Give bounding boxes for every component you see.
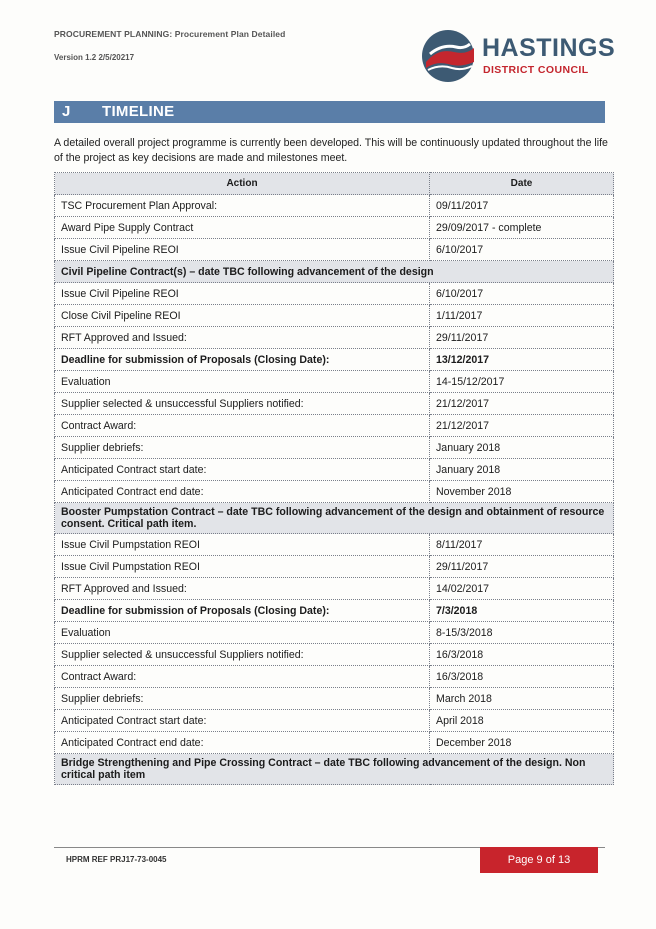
action-cell: Deadline for submission of Proposals (Closing Date):: [55, 349, 430, 371]
date-cell: January 2018: [430, 437, 614, 459]
table-row: [55, 195, 614, 217]
document-title: PROCUREMENT PLANNING: Procurement Plan Detailed: [54, 29, 286, 39]
date-cell: January 2018: [430, 459, 614, 481]
action-cell: Anticipated Contract end date:: [55, 481, 430, 503]
table-group-row: [55, 503, 614, 534]
section-title: TIMELINE: [102, 103, 175, 120]
table-row: [55, 327, 614, 349]
table-group-row: [55, 261, 614, 283]
action-cell: Supplier debriefs:: [55, 437, 430, 459]
table-row: [55, 732, 614, 754]
date-cell: 1/11/2017: [430, 305, 614, 327]
action-cell: Issue Civil Pipeline REOI: [55, 239, 430, 261]
date-cell: 13/12/2017: [430, 349, 614, 371]
table-row: [55, 349, 614, 371]
table-row: [55, 600, 614, 622]
council-logo: [420, 28, 615, 84]
action-cell: Issue Civil Pumpstation REOI: [55, 556, 430, 578]
action-cell: Close Civil Pipeline REOI: [55, 305, 430, 327]
action-cell: Award Pipe Supply Contract: [55, 217, 430, 239]
logo-name: HASTINGS: [482, 34, 616, 62]
date-cell: 21/12/2017: [430, 415, 614, 437]
action-cell: Supplier selected & unsuccessful Suppliers notified:: [55, 644, 430, 666]
table-row: [55, 534, 614, 556]
column-header-action: Action: [55, 173, 430, 195]
action-cell: TSC Procurement Plan Approval:: [55, 195, 430, 217]
logo-emblem-icon: [420, 28, 480, 84]
action-cell: Deadline for submission of Proposals (Closing Date):: [55, 600, 430, 622]
date-cell: 8-15/3/2018: [430, 622, 614, 644]
date-cell: 14/02/2017: [430, 578, 614, 600]
table-row: [55, 622, 614, 644]
action-cell: Issue Civil Pipeline REOI: [55, 283, 430, 305]
group-heading: Civil Pipeline Contract(s) – date TBC following advancement of the design: [55, 261, 614, 283]
table-row: [55, 644, 614, 666]
intro-paragraph: A detailed overall project programme is currently been developed. This will be continuously updated throughout the life of the project as key decisions are made and milestones meet.: [54, 137, 608, 164]
table-row: [55, 283, 614, 305]
date-cell: 29/11/2017: [430, 327, 614, 349]
action-cell: Anticipated Contract end date:: [55, 732, 430, 754]
action-cell: RFT Approved and Issued:: [55, 327, 430, 349]
table-row: [55, 393, 614, 415]
table-row: [55, 710, 614, 732]
table-row: [55, 239, 614, 261]
action-cell: Contract Award:: [55, 415, 430, 437]
action-cell: Supplier selected & unsuccessful Suppliers notified:: [55, 393, 430, 415]
date-cell: 29/09/2017 - complete: [430, 217, 614, 239]
date-cell: 16/3/2018: [430, 644, 614, 666]
date-cell: 29/11/2017: [430, 556, 614, 578]
action-cell: RFT Approved and Issued:: [55, 578, 430, 600]
date-cell: 16/3/2018: [430, 666, 614, 688]
group-heading: Bridge Strengthening and Pipe Crossing Contract – date TBC following advancement of the design. Non critical path item: [55, 754, 614, 785]
date-cell: 6/10/2017: [430, 283, 614, 305]
table-row: [55, 481, 614, 503]
date-cell: 14-15/12/2017: [430, 371, 614, 393]
section-letter: J: [62, 103, 71, 120]
table-header-row: [55, 173, 614, 195]
column-header-date: Date: [430, 173, 614, 195]
action-cell: Supplier debriefs:: [55, 688, 430, 710]
table-row: [55, 415, 614, 437]
table-row: [55, 459, 614, 481]
date-cell: December 2018: [430, 732, 614, 754]
action-cell: Contract Award:: [55, 666, 430, 688]
timeline-table-body: [55, 195, 614, 785]
date-cell: 09/11/2017: [430, 195, 614, 217]
action-cell: Anticipated Contract start date:: [55, 710, 430, 732]
action-cell: Evaluation: [55, 622, 430, 644]
table-row: [55, 556, 614, 578]
date-cell: March 2018: [430, 688, 614, 710]
table-row: [55, 371, 614, 393]
date-cell: November 2018: [430, 481, 614, 503]
group-heading: Booster Pumpstation Contract – date TBC following advancement of the design and obtainment of resource consent. Critical path item.: [55, 503, 614, 534]
action-cell: Anticipated Contract start date:: [55, 459, 430, 481]
logo-subtitle: DISTRICT COUNCIL: [483, 64, 589, 76]
table-row: [55, 666, 614, 688]
page-number-badge: Page 9 of 13: [480, 847, 598, 873]
date-cell: 8/11/2017: [430, 534, 614, 556]
table-row: [55, 305, 614, 327]
document-reference: HPRM REF PRJ17-73-0045: [66, 855, 167, 864]
action-cell: Evaluation: [55, 371, 430, 393]
action-cell: Issue Civil Pumpstation REOI: [55, 534, 430, 556]
table-row: [55, 688, 614, 710]
section-header: [54, 101, 605, 123]
table-row: [55, 578, 614, 600]
date-cell: 21/12/2017: [430, 393, 614, 415]
date-cell: 7/3/2018: [430, 600, 614, 622]
table-row: [55, 437, 614, 459]
timeline-table: [54, 172, 614, 785]
date-cell: 6/10/2017: [430, 239, 614, 261]
table-group-row: [55, 754, 614, 785]
version-label: Version 1.2 2/5/20217: [54, 53, 135, 62]
date-cell: April 2018: [430, 710, 614, 732]
table-row: [55, 217, 614, 239]
